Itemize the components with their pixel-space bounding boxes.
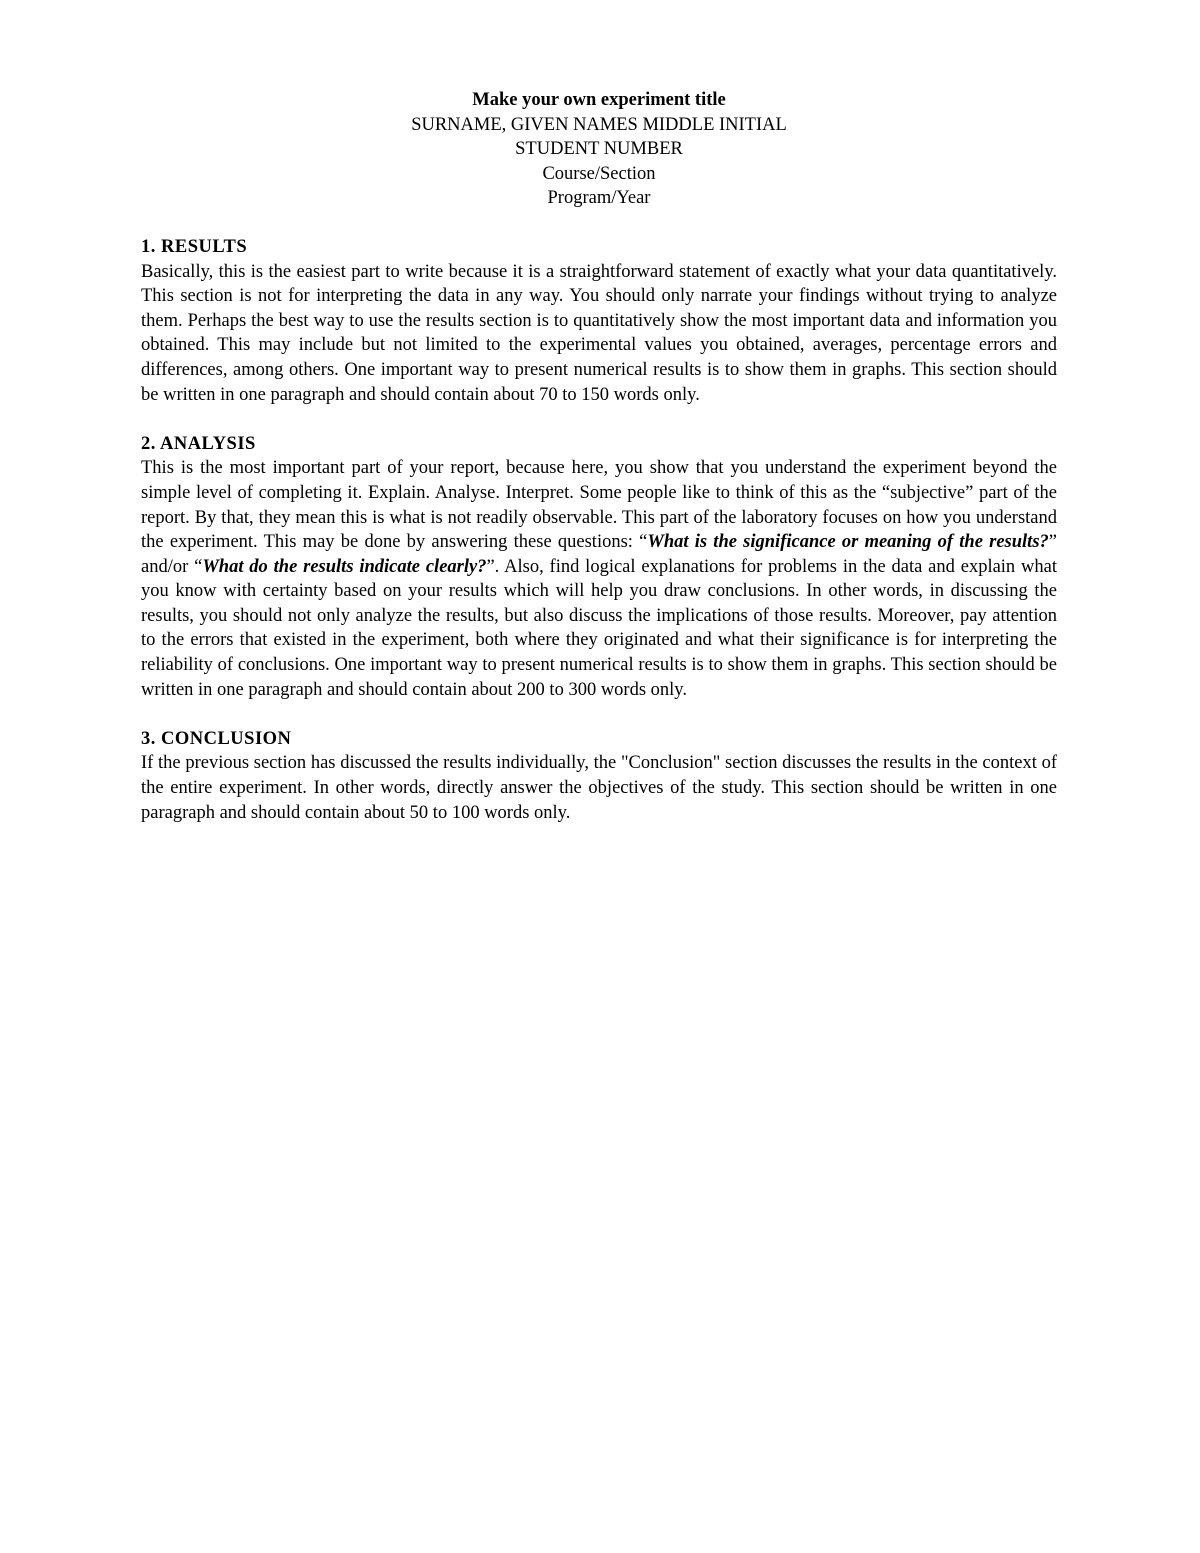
analysis-question-significance: What is the significance or meaning of the results? [647,532,1049,553]
results-heading: 1. RESULTS [141,236,248,257]
author-name: SURNAME, GIVEN NAMES MIDDLE INITIAL [411,114,787,135]
conclusion-heading: 3. CONCLUSION [141,728,292,749]
results-body: Basically, this is the easiest part to write because it is a straightforward statement of exactly what your data quantitatively. This section is not for interpreting the data in any way. You should only narrate your findings without trying to analyze them. Perhaps the best way to use the results section is to quantitatively show the most important data and information you obtained. This may include but not limited to the experimental values you obtained, averages, percentage errors and differences, among others. One important way to present numerical results is to show them in graphs. This section should be written in one paragraph and should contain about 70 to 150 words only. [141,261,1057,405]
conclusion-body: If the previous section has discussed the results individually, the "Conclusion" section discusses the results in the context of the entire experiment. In other words, directly answer the objectives of the study. This section should be written in one paragraph and should contain about 50 to 100 words only. [141,753,1057,823]
analysis-connector: ” and/or “ [141,532,1057,577]
conclusion-section [141,727,1057,825]
analysis-body [141,456,1057,702]
analysis-text-part1: This is the most important part of your report, because here, you show that you understand the experiment beyond the simple level of completing it. Explain. Analyse. Interpret. Some people like to think of this as the “subjective” part of the report. By that, they mean this is what is not readily observable. This part of the laboratory focuses on how you understand the experiment. This may be done by answering these questions: “ [141,458,1057,553]
analysis-heading: 2. ANALYSIS [141,433,256,454]
document-page [141,88,1057,850]
program-year: Program/Year [547,188,651,209]
analysis-question-indicate: What do the results indicate clearly? [202,556,487,577]
experiment-title: Make your own experiment title [472,90,726,110]
student-number: STUDENT NUMBER [515,139,683,160]
results-section [141,235,1057,407]
title-block [141,88,1057,211]
analysis-text-part2: ”. Also, find logical explanations for problems in the data and explain what you know with certainty based on your results which will help you draw conclusions. In other words, in discussing the results, you should not only analyze the results, but also discuss the implications of those results. Moreover, pay attention to the errors that existed in the experiment, both where they originated and what their significance is for interpreting the reliability of conclusions. One important way to present numerical results is to show them in graphs. This section should be written in one paragraph and should contain about 200 to 300 words only. [141,556,1057,700]
analysis-section [141,432,1057,703]
course-section: Course/Section [542,163,656,184]
